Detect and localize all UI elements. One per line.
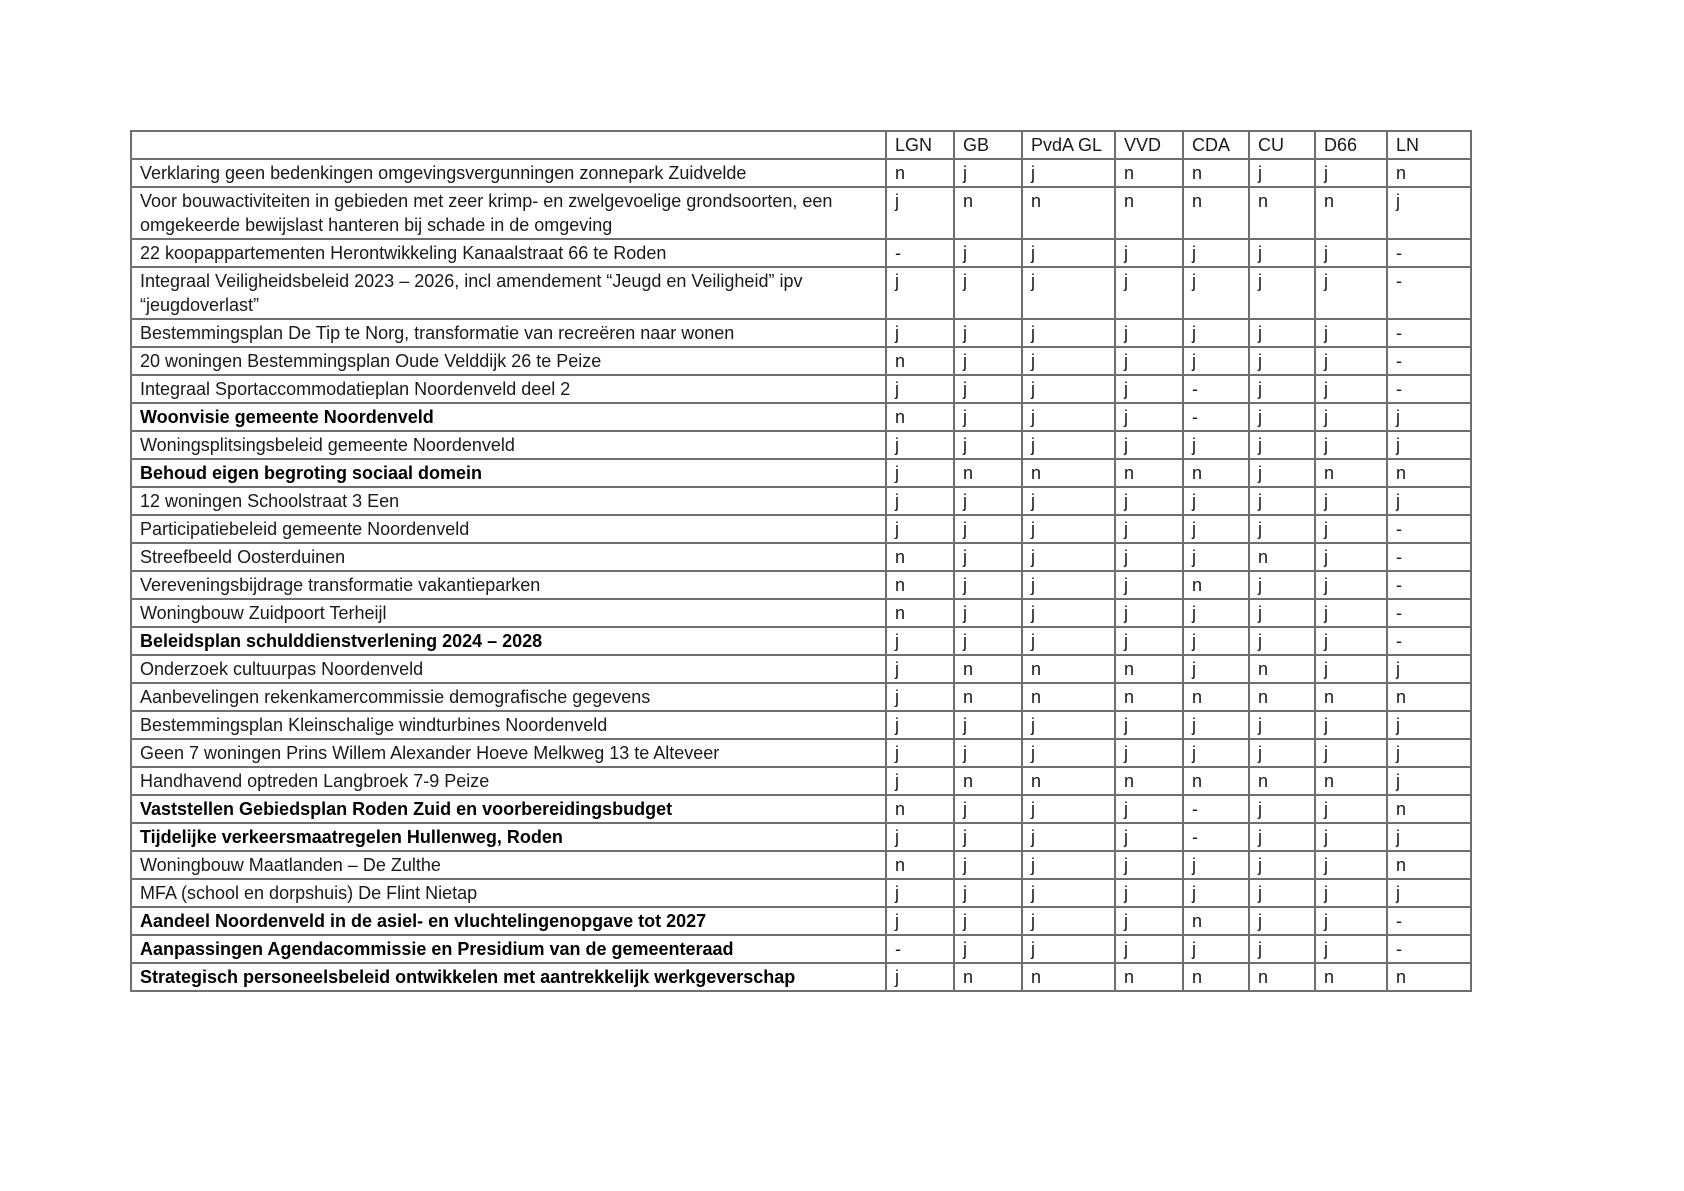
vote-cell-pvda-gl: j [1022, 907, 1115, 935]
vote-cell-cda: j [1183, 515, 1249, 543]
row-label: Onderzoek cultuurpas Noordenveld [131, 655, 886, 683]
vote-cell-d66: j [1315, 375, 1387, 403]
vote-cell-lgn: - [886, 935, 954, 963]
table-row [131, 879, 1471, 907]
vote-cell-ln: - [1387, 319, 1471, 347]
row-label: Woningbouw Maatlanden – De Zulthe [131, 851, 886, 879]
column-header-lgn: LGN [886, 131, 954, 159]
vote-cell-vvd: n [1115, 159, 1183, 187]
vote-cell-cda: n [1183, 907, 1249, 935]
vote-cell-d66: j [1315, 487, 1387, 515]
vote-cell-d66: j [1315, 543, 1387, 571]
vote-cell-gb: j [954, 627, 1022, 655]
vote-cell-vvd: j [1115, 239, 1183, 267]
vote-cell-d66: n [1315, 187, 1387, 239]
vote-cell-ln: - [1387, 375, 1471, 403]
vote-cell-vvd: j [1115, 879, 1183, 907]
vote-cell-d66: j [1315, 711, 1387, 739]
vote-cell-cu: j [1249, 795, 1315, 823]
vote-cell-vvd: n [1115, 767, 1183, 795]
table-row [131, 319, 1471, 347]
vote-cell-cda: j [1183, 599, 1249, 627]
table-row [131, 823, 1471, 851]
row-label: Aandeel Noordenveld in de asiel- en vluchtelingenopgave tot 2027 [131, 907, 886, 935]
vote-cell-pvda-gl: n [1022, 459, 1115, 487]
vote-cell-ln: j [1387, 487, 1471, 515]
vote-cell-vvd: n [1115, 459, 1183, 487]
vote-cell-cu: j [1249, 823, 1315, 851]
vote-cell-lgn: j [886, 319, 954, 347]
voting-table [130, 130, 1472, 992]
row-label: Aanbevelingen rekenkamercommissie demografische gegevens [131, 683, 886, 711]
row-label: Streefbeeld Oosterduinen [131, 543, 886, 571]
vote-cell-cu: j [1249, 239, 1315, 267]
vote-cell-ln: j [1387, 823, 1471, 851]
row-label: MFA (school en dorpshuis) De Flint Nietap [131, 879, 886, 907]
vote-cell-pvda-gl: n [1022, 767, 1115, 795]
vote-cell-vvd: j [1115, 543, 1183, 571]
vote-cell-ln: n [1387, 159, 1471, 187]
vote-cell-gb: n [954, 655, 1022, 683]
table-row [131, 239, 1471, 267]
vote-cell-cda: - [1183, 795, 1249, 823]
table-row [131, 599, 1471, 627]
vote-cell-pvda-gl: n [1022, 683, 1115, 711]
vote-cell-lgn: j [886, 375, 954, 403]
vote-cell-gb: j [954, 851, 1022, 879]
vote-cell-cu: j [1249, 907, 1315, 935]
vote-cell-cu: j [1249, 711, 1315, 739]
vote-cell-lgn: j [886, 739, 954, 767]
vote-cell-gb: j [954, 907, 1022, 935]
vote-cell-gb: j [954, 375, 1022, 403]
vote-cell-lgn: j [886, 823, 954, 851]
vote-cell-gb: j [954, 267, 1022, 319]
vote-cell-d66: j [1315, 627, 1387, 655]
table-header [131, 131, 1471, 159]
vote-cell-gb: j [954, 403, 1022, 431]
header-row [131, 131, 1471, 159]
table-row [131, 711, 1471, 739]
vote-cell-vvd: j [1115, 403, 1183, 431]
vote-cell-d66: j [1315, 879, 1387, 907]
vote-cell-vvd: j [1115, 431, 1183, 459]
vote-cell-lgn: j [886, 683, 954, 711]
vote-cell-ln: - [1387, 267, 1471, 319]
vote-cell-ln: - [1387, 599, 1471, 627]
vote-cell-gb: j [954, 879, 1022, 907]
vote-cell-vvd: j [1115, 907, 1183, 935]
vote-cell-lgn: n [886, 347, 954, 375]
table-row [131, 159, 1471, 187]
vote-cell-gb: j [954, 431, 1022, 459]
row-label: Aanpassingen Agendacommissie en Presidium van de gemeenteraad [131, 935, 886, 963]
vote-cell-cu: j [1249, 403, 1315, 431]
row-label: Integraal Sportaccommodatieplan Noordenveld deel 2 [131, 375, 886, 403]
vote-cell-pvda-gl: j [1022, 627, 1115, 655]
vote-cell-lgn: j [886, 187, 954, 239]
vote-cell-cu: n [1249, 683, 1315, 711]
vote-cell-lgn: j [886, 711, 954, 739]
vote-cell-gb: j [954, 571, 1022, 599]
table-row [131, 627, 1471, 655]
table-row [131, 851, 1471, 879]
vote-cell-ln: - [1387, 543, 1471, 571]
row-label: Verklaring geen bedenkingen omgevingsvergunningen zonnepark Zuidvelde [131, 159, 886, 187]
vote-cell-vvd: n [1115, 187, 1183, 239]
vote-cell-pvda-gl: j [1022, 319, 1115, 347]
vote-cell-gb: n [954, 767, 1022, 795]
vote-cell-ln: j [1387, 431, 1471, 459]
table-row [131, 683, 1471, 711]
vote-cell-d66: n [1315, 767, 1387, 795]
row-label: Strategisch personeelsbeleid ontwikkelen met aantrekkelijk werkgeverschap [131, 963, 886, 991]
vote-cell-lgn: j [886, 459, 954, 487]
vote-cell-cu: j [1249, 319, 1315, 347]
vote-cell-cu: j [1249, 267, 1315, 319]
vote-cell-d66: j [1315, 159, 1387, 187]
table-row [131, 431, 1471, 459]
column-header-cda: CDA [1183, 131, 1249, 159]
table-row [131, 459, 1471, 487]
vote-cell-ln: j [1387, 879, 1471, 907]
vote-cell-cda: j [1183, 711, 1249, 739]
vote-cell-gb: j [954, 543, 1022, 571]
vote-cell-d66: j [1315, 795, 1387, 823]
column-header-pvda-gl: PvdA GL [1022, 131, 1115, 159]
vote-cell-pvda-gl: j [1022, 159, 1115, 187]
vote-cell-pvda-gl: j [1022, 543, 1115, 571]
table-row [131, 267, 1471, 319]
vote-cell-gb: j [954, 935, 1022, 963]
table-row [131, 571, 1471, 599]
vote-cell-ln: n [1387, 459, 1471, 487]
table-row [131, 935, 1471, 963]
vote-cell-gb: j [954, 487, 1022, 515]
vote-cell-cu: n [1249, 187, 1315, 239]
column-header-ln: LN [1387, 131, 1471, 159]
vote-cell-cu: n [1249, 963, 1315, 991]
vote-cell-ln: j [1387, 711, 1471, 739]
vote-cell-gb: j [954, 599, 1022, 627]
vote-cell-vvd: j [1115, 319, 1183, 347]
vote-cell-cda: j [1183, 879, 1249, 907]
vote-cell-cda: j [1183, 935, 1249, 963]
vote-cell-ln: j [1387, 403, 1471, 431]
vote-cell-cda: n [1183, 683, 1249, 711]
vote-cell-d66: j [1315, 851, 1387, 879]
vote-cell-gb: j [954, 823, 1022, 851]
vote-cell-lgn: n [886, 571, 954, 599]
vote-cell-lgn: j [886, 487, 954, 515]
vote-cell-gb: n [954, 963, 1022, 991]
vote-cell-cda: n [1183, 159, 1249, 187]
vote-cell-lgn: j [886, 963, 954, 991]
vote-cell-cu: j [1249, 431, 1315, 459]
vote-cell-vvd: j [1115, 487, 1183, 515]
vote-cell-gb: n [954, 187, 1022, 239]
vote-cell-d66: j [1315, 571, 1387, 599]
row-label: Tijdelijke verkeersmaatregelen Hullenweg, Roden [131, 823, 886, 851]
vote-cell-gb: n [954, 683, 1022, 711]
table-row [131, 655, 1471, 683]
vote-cell-pvda-gl: j [1022, 375, 1115, 403]
vote-cell-cu: j [1249, 347, 1315, 375]
vote-cell-ln: - [1387, 515, 1471, 543]
row-label: Geen 7 woningen Prins Willem Alexander Hoeve Melkweg 13 te Alteveer [131, 739, 886, 767]
table-row [131, 347, 1471, 375]
vote-cell-ln: - [1387, 347, 1471, 375]
vote-cell-cda: j [1183, 431, 1249, 459]
vote-cell-pvda-gl: j [1022, 571, 1115, 599]
vote-cell-gb: j [954, 515, 1022, 543]
column-header-gb: GB [954, 131, 1022, 159]
vote-cell-vvd: n [1115, 655, 1183, 683]
vote-cell-vvd: n [1115, 963, 1183, 991]
vote-cell-d66: j [1315, 347, 1387, 375]
table-row [131, 487, 1471, 515]
vote-cell-cda: - [1183, 823, 1249, 851]
vote-cell-cu: j [1249, 159, 1315, 187]
vote-cell-cda: n [1183, 459, 1249, 487]
column-header-d66: D66 [1315, 131, 1387, 159]
table-row [131, 963, 1471, 991]
vote-cell-vvd: j [1115, 571, 1183, 599]
vote-cell-d66: j [1315, 655, 1387, 683]
vote-cell-pvda-gl: n [1022, 963, 1115, 991]
vote-cell-vvd: j [1115, 375, 1183, 403]
table-row [131, 403, 1471, 431]
vote-cell-cu: n [1249, 543, 1315, 571]
vote-cell-cu: n [1249, 655, 1315, 683]
column-header-cu: CU [1249, 131, 1315, 159]
vote-cell-cu: j [1249, 599, 1315, 627]
vote-cell-cu: j [1249, 375, 1315, 403]
vote-cell-d66: j [1315, 319, 1387, 347]
vote-cell-cda: j [1183, 239, 1249, 267]
vote-cell-d66: j [1315, 239, 1387, 267]
vote-cell-d66: j [1315, 403, 1387, 431]
vote-cell-d66: j [1315, 739, 1387, 767]
vote-cell-cu: j [1249, 571, 1315, 599]
vote-cell-vvd: j [1115, 935, 1183, 963]
vote-cell-ln: n [1387, 795, 1471, 823]
vote-cell-gb: j [954, 711, 1022, 739]
vote-cell-vvd: j [1115, 627, 1183, 655]
vote-cell-cu: j [1249, 627, 1315, 655]
vote-cell-ln: n [1387, 683, 1471, 711]
vote-cell-gb: j [954, 239, 1022, 267]
vote-cell-vvd: j [1115, 515, 1183, 543]
vote-cell-pvda-gl: j [1022, 851, 1115, 879]
vote-cell-cda: j [1183, 739, 1249, 767]
vote-cell-ln: j [1387, 655, 1471, 683]
vote-cell-pvda-gl: j [1022, 487, 1115, 515]
vote-cell-d66: j [1315, 907, 1387, 935]
vote-cell-pvda-gl: j [1022, 515, 1115, 543]
vote-cell-gb: n [954, 459, 1022, 487]
vote-cell-pvda-gl: j [1022, 823, 1115, 851]
vote-cell-pvda-gl: j [1022, 431, 1115, 459]
vote-cell-lgn: n [886, 851, 954, 879]
vote-cell-cda: j [1183, 267, 1249, 319]
vote-cell-lgn: j [886, 907, 954, 935]
vote-cell-lgn: n [886, 599, 954, 627]
row-label: Woonvisie gemeente Noordenveld [131, 403, 886, 431]
vote-cell-cu: j [1249, 515, 1315, 543]
vote-cell-cda: n [1183, 963, 1249, 991]
vote-cell-ln: - [1387, 627, 1471, 655]
vote-cell-d66: j [1315, 935, 1387, 963]
table-row [131, 515, 1471, 543]
vote-cell-cu: n [1249, 767, 1315, 795]
vote-cell-gb: j [954, 347, 1022, 375]
row-label: 22 koopappartementen Herontwikkeling Kanaalstraat 66 te Roden [131, 239, 886, 267]
vote-cell-ln: - [1387, 907, 1471, 935]
vote-cell-d66: j [1315, 431, 1387, 459]
vote-cell-ln: j [1387, 767, 1471, 795]
column-header-vvd: VVD [1115, 131, 1183, 159]
vote-cell-vvd: j [1115, 851, 1183, 879]
vote-cell-d66: j [1315, 599, 1387, 627]
vote-cell-pvda-gl: j [1022, 739, 1115, 767]
vote-cell-lgn: n [886, 403, 954, 431]
vote-cell-ln: j [1387, 187, 1471, 239]
table-row [131, 767, 1471, 795]
row-label: Woningbouw Zuidpoort Terheijl [131, 599, 886, 627]
row-label: Voor bouwactiviteiten in gebieden met zeer krimp- en zwelgevoelige grondsoorten, een omgekeerde bewijslast hanteren bij schade in de omgeving [131, 187, 886, 239]
vote-cell-pvda-gl: j [1022, 935, 1115, 963]
vote-cell-lgn: - [886, 239, 954, 267]
vote-cell-pvda-gl: j [1022, 239, 1115, 267]
vote-cell-lgn: j [886, 879, 954, 907]
vote-cell-cu: j [1249, 851, 1315, 879]
row-label: Bestemmingsplan De Tip te Norg, transformatie van recreëren naar wonen [131, 319, 886, 347]
vote-cell-vvd: j [1115, 267, 1183, 319]
row-label: Handhavend optreden Langbroek 7-9 Peize [131, 767, 886, 795]
table-row [131, 375, 1471, 403]
row-label: Beleidsplan schulddienstverlening 2024 – 2028 [131, 627, 886, 655]
vote-cell-cda: j [1183, 655, 1249, 683]
vote-cell-lgn: j [886, 515, 954, 543]
table-row [131, 907, 1471, 935]
vote-cell-cda: - [1183, 403, 1249, 431]
row-label: 20 woningen Bestemmingsplan Oude Velddijk 26 te Peize [131, 347, 886, 375]
vote-cell-lgn: j [886, 627, 954, 655]
vote-cell-pvda-gl: j [1022, 711, 1115, 739]
vote-cell-cda: j [1183, 627, 1249, 655]
table-row [131, 795, 1471, 823]
vote-cell-pvda-gl: j [1022, 347, 1115, 375]
vote-cell-pvda-gl: j [1022, 879, 1115, 907]
vote-cell-d66: j [1315, 823, 1387, 851]
vote-cell-cu: j [1249, 935, 1315, 963]
vote-cell-gb: j [954, 739, 1022, 767]
vote-cell-cu: j [1249, 739, 1315, 767]
vote-cell-pvda-gl: j [1022, 795, 1115, 823]
vote-cell-d66: j [1315, 515, 1387, 543]
table-row [131, 543, 1471, 571]
row-label: 12 woningen Schoolstraat 3 Een [131, 487, 886, 515]
vote-cell-ln: - [1387, 239, 1471, 267]
vote-cell-cu: j [1249, 879, 1315, 907]
vote-cell-vvd: j [1115, 739, 1183, 767]
vote-cell-pvda-gl: j [1022, 599, 1115, 627]
vote-cell-lgn: j [886, 431, 954, 459]
vote-cell-d66: n [1315, 683, 1387, 711]
vote-cell-gb: j [954, 795, 1022, 823]
vote-cell-ln: n [1387, 963, 1471, 991]
vote-cell-cda: j [1183, 851, 1249, 879]
vote-cell-lgn: n [886, 159, 954, 187]
vote-cell-cda: n [1183, 187, 1249, 239]
row-label: Woningsplitsingsbeleid gemeente Noordenveld [131, 431, 886, 459]
vote-cell-pvda-gl: j [1022, 267, 1115, 319]
vote-cell-vvd: j [1115, 823, 1183, 851]
vote-cell-gb: j [954, 319, 1022, 347]
vote-cell-d66: n [1315, 963, 1387, 991]
vote-cell-lgn: j [886, 655, 954, 683]
vote-cell-pvda-gl: n [1022, 187, 1115, 239]
table-row [131, 187, 1471, 239]
vote-cell-ln: - [1387, 571, 1471, 599]
vote-cell-gb: j [954, 159, 1022, 187]
row-label: Participatiebeleid gemeente Noordenveld [131, 515, 886, 543]
row-label: Bestemmingsplan Kleinschalige windturbines Noordenveld [131, 711, 886, 739]
vote-cell-vvd: j [1115, 599, 1183, 627]
vote-cell-lgn: j [886, 267, 954, 319]
vote-cell-ln: - [1387, 935, 1471, 963]
corner-cell [131, 131, 886, 159]
vote-cell-ln: j [1387, 739, 1471, 767]
table-body [131, 159, 1471, 991]
vote-cell-pvda-gl: j [1022, 403, 1115, 431]
vote-cell-ln: n [1387, 851, 1471, 879]
vote-cell-cu: j [1249, 459, 1315, 487]
row-label: Vaststellen Gebiedsplan Roden Zuid en voorbereidingsbudget [131, 795, 886, 823]
vote-cell-cda: n [1183, 767, 1249, 795]
row-label: Integraal Veiligheidsbeleid 2023 – 2026, incl amendement “Jeugd en Veiligheid” ipv “jeugdoverlast” [131, 267, 886, 319]
vote-cell-cda: j [1183, 543, 1249, 571]
vote-cell-d66: j [1315, 267, 1387, 319]
table-row [131, 739, 1471, 767]
vote-cell-lgn: n [886, 795, 954, 823]
row-label: Behoud eigen begroting sociaal domein [131, 459, 886, 487]
vote-cell-cda: j [1183, 347, 1249, 375]
vote-cell-cda: n [1183, 571, 1249, 599]
vote-cell-cda: j [1183, 319, 1249, 347]
vote-cell-vvd: n [1115, 683, 1183, 711]
vote-cell-vvd: j [1115, 711, 1183, 739]
vote-cell-lgn: n [886, 543, 954, 571]
vote-cell-pvda-gl: n [1022, 655, 1115, 683]
vote-cell-vvd: j [1115, 795, 1183, 823]
row-label: Vereveningsbijdrage transformatie vakantieparken [131, 571, 886, 599]
vote-cell-cu: j [1249, 487, 1315, 515]
vote-cell-d66: n [1315, 459, 1387, 487]
vote-cell-lgn: j [886, 767, 954, 795]
vote-cell-vvd: j [1115, 347, 1183, 375]
vote-cell-cda: - [1183, 375, 1249, 403]
vote-cell-cda: j [1183, 487, 1249, 515]
